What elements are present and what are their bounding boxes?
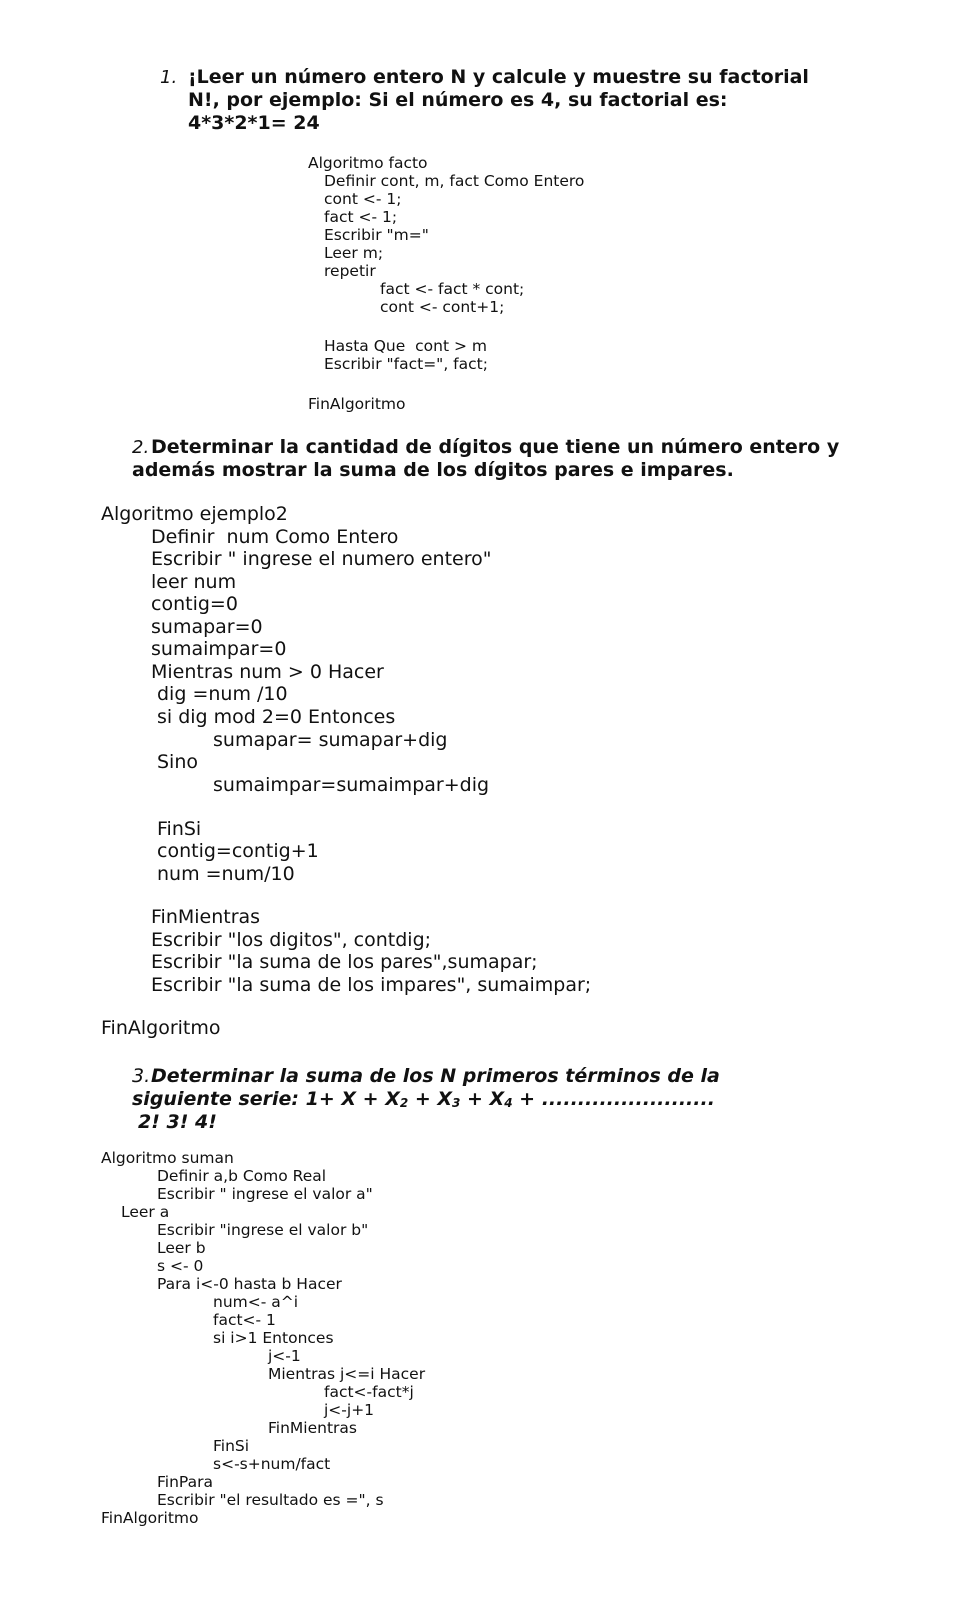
- problem1-title-line: ¡Leer un número entero N y calcule y muestre su factorial: [188, 66, 809, 88]
- series-exponent: 3: [452, 1096, 461, 1110]
- code-line: fact <- fact * cont;: [380, 280, 525, 298]
- code-line: sumapar= sumapar+dig: [213, 729, 448, 751]
- code-line: sumaimpar=sumaimpar+dig: [213, 774, 490, 796]
- code-line: fact<-fact*j: [324, 1383, 414, 1401]
- code-line: s <- 0: [157, 1257, 204, 1275]
- code-line: FinAlgoritmo: [101, 1509, 199, 1527]
- code-line: sumapar=0: [151, 616, 263, 638]
- code-line: leer num: [151, 571, 237, 593]
- code-line: Mientras num > 0 Hacer: [151, 661, 384, 683]
- code-line: cont <- 1;: [324, 190, 402, 208]
- problem2-title-line: Determinar la cantidad de dígitos que tiene un número entero y: [151, 436, 840, 458]
- code-line: num<- a^i: [213, 1293, 299, 1311]
- code-line: Leer m;: [324, 244, 384, 262]
- code-line: cont <- cont+1;: [380, 298, 505, 316]
- series-suffix: + ........................: [512, 1088, 715, 1110]
- series-exponent: 4: [504, 1096, 513, 1110]
- code-line: si i>1 Entonces: [213, 1329, 334, 1347]
- code-line: FinMientras: [268, 1419, 357, 1437]
- problem2-number: 2.: [132, 437, 150, 458]
- code-line: j<-1: [268, 1347, 301, 1365]
- code-line: Definir num Como Entero: [151, 526, 399, 548]
- problem1-title-line: 4*3*2*1= 24: [188, 112, 320, 134]
- code-line: Definir a,b Como Real: [157, 1167, 327, 1185]
- code-line: Escribir "los digitos", contdig;: [151, 929, 432, 951]
- code-line: dig =num /10: [157, 683, 288, 705]
- code-line: s<-s+num/fact: [213, 1455, 331, 1473]
- problem2-title-line: además mostrar la suma de los dígitos pares e impares.: [132, 459, 734, 481]
- code-line: fact<- 1: [213, 1311, 276, 1329]
- code-line: sumaimpar=0: [151, 638, 287, 660]
- code-line: si dig mod 2=0 Entonces: [157, 706, 396, 728]
- problem1-title-line: N!, por ejemplo: Si el número es 4, su factorial es:: [188, 89, 728, 111]
- code-line: repetir: [324, 262, 376, 280]
- code-line: Algoritmo ejemplo2: [101, 503, 288, 525]
- code-line: Escribir "el resultado es =", s: [157, 1491, 384, 1509]
- problem3-title-line: Determinar la suma de los N primeros términos de la: [151, 1065, 720, 1087]
- code-line: Para i<-0 hasta b Hacer: [157, 1275, 342, 1293]
- code-line: fact <- 1;: [324, 208, 398, 226]
- code-line: Escribir "fact=", fact;: [324, 355, 488, 373]
- code-line: Leer b: [157, 1239, 206, 1257]
- code-line: FinMientras: [151, 906, 261, 928]
- code-line: FinPara: [157, 1473, 213, 1491]
- code-line: contig=0: [151, 593, 238, 615]
- code-line: Algoritmo suman: [101, 1149, 234, 1167]
- code-line: Leer a: [121, 1203, 170, 1221]
- code-line: Sino: [157, 751, 199, 773]
- problem3-series-line: [132, 1088, 715, 1115]
- code-line: Hasta Que cont > m: [324, 337, 487, 355]
- series-exponent: 2: [399, 1096, 409, 1110]
- code-line: Escribir " ingrese el valor a": [157, 1185, 373, 1203]
- series-prefix: siguiente serie: 1+ X + X: [132, 1088, 400, 1110]
- code-line: FinSi: [213, 1437, 250, 1455]
- code-line: contig=contig+1: [157, 840, 319, 862]
- code-line: Algoritmo facto: [308, 154, 428, 172]
- code-line: Escribir "la suma de los pares",sumapar;: [151, 951, 538, 973]
- code-line: j<-j+1: [324, 1401, 375, 1419]
- problem3-denominators: 2! 3! 4!: [138, 1111, 217, 1133]
- code-line: Escribir "m=": [324, 226, 429, 244]
- code-line: FinSi: [157, 818, 202, 840]
- series-term: + X: [408, 1088, 453, 1110]
- code-line: Mientras j<=i Hacer: [268, 1365, 426, 1383]
- series-term: + X: [460, 1088, 505, 1110]
- code-line: Escribir "la suma de los impares", sumaimpar;: [151, 974, 592, 996]
- problem3-number: 3.: [132, 1065, 151, 1087]
- code-line: FinAlgoritmo: [308, 395, 406, 413]
- problem1-number: 1.: [160, 67, 178, 88]
- code-line: Definir cont, m, fact Como Entero: [324, 172, 585, 190]
- code-line: num =num/10: [157, 863, 295, 885]
- code-line: Escribir "ingrese el valor b": [157, 1221, 369, 1239]
- code-line: FinAlgoritmo: [101, 1017, 221, 1039]
- code-line: Escribir " ingrese el numero entero": [151, 548, 492, 570]
